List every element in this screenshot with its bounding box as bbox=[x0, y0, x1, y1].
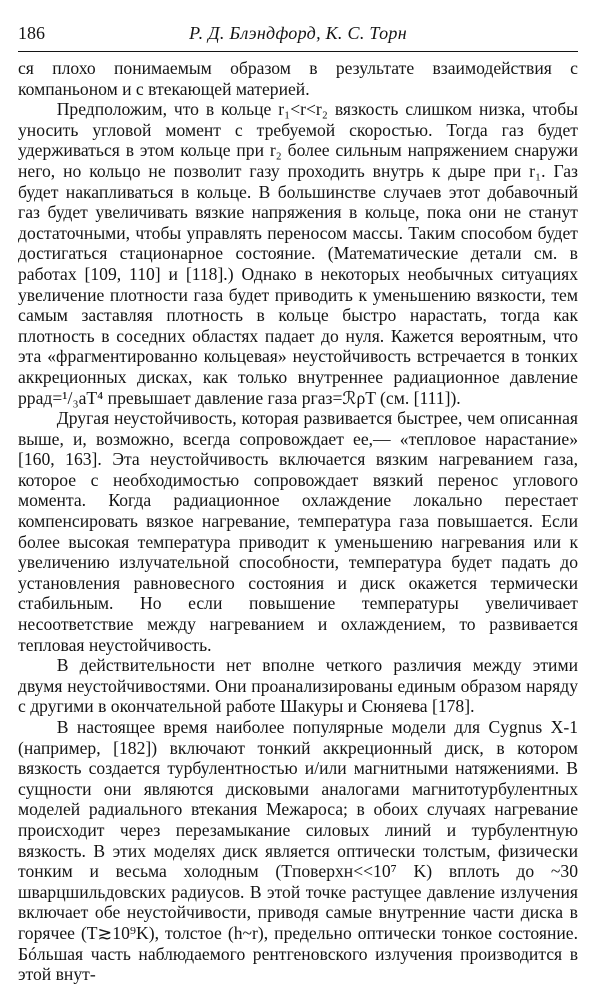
header-rule bbox=[18, 51, 578, 52]
body-text bbox=[18, 58, 578, 985]
page-header bbox=[18, 21, 578, 45]
paragraph-continuation: ся плохо понимаемым образом в результате взаимодействия с компаньоном и с втекающей материей. bbox=[18, 58, 578, 99]
paragraph-ring-viscosity: Предположим, что в кольце r₁<r<r₂ вязкость слишком низка, чтобы уносить угловой момент с требуемой скоростью. Тогда газ будет удерживаться в этом кольце при r₂ более сильным напряжением снаружи него, но кольцо не позволит газу проходить внутрь к дыре при r₁. Газ будет накапливаться в кольце. В большинстве случаев этот добавочный газ будет увеличивать вязкие напряжения в кольце, пока они не станут достаточными, чтобы управлять переносом массы. Таким способом будет достигаться стационарное состояние. (Математические детали см. в работах [109, 110] и [118].) Однако в некоторых необычных ситуациях увеличение плотности газа будет приводить к уменьшению вязкости, тем самым заставляя плотность в кольце быстро нарастать, тогда как плотность в соседних областях падает до нуля. Кажется вероятным, что эта «фрагментированно кольцевая» неустойчивость встречается в тонких аккреционных дисках, как только внутреннее радиационное давление pрад=¹/₃aT⁴ превышает давление газа pгаз=ℛρT (см. [111]). bbox=[18, 99, 578, 408]
page-number: 186 bbox=[18, 23, 45, 43]
paragraph-instability-distinction: В действительности нет вполне четкого различия между этими двумя неустойчивостями. Они проанализированы единым образом наряду с другими в окончательной работе Шакуры и Сюняева [178]. bbox=[18, 655, 578, 717]
paragraph-cygnus-models: В настоящее время наиболее популярные модели для Cygnus X-1 (например, [182]) включают тонкий аккреционный диск, в котором вязкость создается турбулентностью и/или магнитными натяжениями. В сущности они являются дисковыми аналогами магнитотурбулентных моделей радиального втекания Межароса; в обоих случаях нагревание происходит через перезамыкание силовых линий и турбулентную вязкость. В этих моделях диск является оптически толстым, физически тонким и весьма холодным (Tповерхн<<10⁷ K) вплоть до ~30 шварцшильдовских радиусов. В этой точке растущее давление излучения включает обе неустойчивости, приводя самые внутренние части диска в горячее (T≳10⁹K), толстое (h~r), предельно оптически тонкое состояние. Бóльшая часть наблюдаемого рентгеновского излучения производится в этой внут- bbox=[18, 717, 578, 985]
running-title: Р. Д. Блэндфорд, К. С. Торн bbox=[189, 23, 407, 43]
paragraph-thermal-instability: Другая неустойчивость, которая развивается быстрее, чем описанная выше, и, возможно, всегда сопровождает ее,— «тепловое нарастание» [160, 163]. Эта неустойчивость включается вязким нагреванием газа, которое с необходимостью сопровождает вязкий перенос углового момента. Когда радиационное охлаждение локально перестает компенсировать вязкое нагревание, температура газа повышается. Если более высокая температура приводит к уменьшению нагревания или к увеличению излучательной способности, температура будет падать до установления равновесного состояния и диск окажется термически стабильным. Но если повышение температуры увеличивает несоответствие между нагреванием и охлаждением, то развивается тепловая неустойчивость. bbox=[18, 408, 578, 655]
